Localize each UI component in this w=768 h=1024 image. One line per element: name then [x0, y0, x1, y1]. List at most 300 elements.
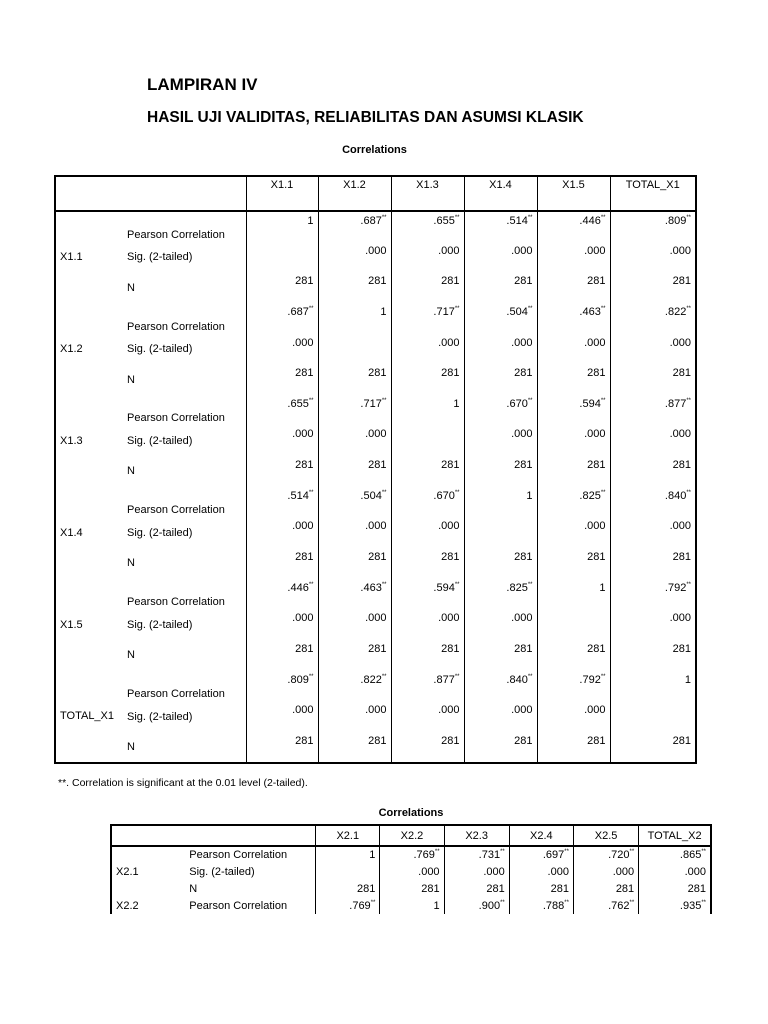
- cell-value: 281: [368, 459, 387, 472]
- cell-value: .865: [679, 849, 702, 861]
- cell-value: .463: [360, 581, 382, 594]
- cell-value: .000: [669, 428, 691, 441]
- value-cell: [509, 897, 573, 914]
- value-cell: [246, 579, 318, 610]
- significance-marker: **: [381, 581, 387, 588]
- value-cell: [537, 425, 610, 456]
- value-cell: [444, 897, 509, 914]
- row-statistic-label: Pearson Correlation: [121, 579, 246, 610]
- cell-value: .000: [584, 336, 606, 349]
- value-cell: [246, 456, 318, 487]
- significance-marker: **: [370, 899, 376, 906]
- significance-marker: **: [308, 397, 314, 404]
- significance-marker: **: [381, 673, 387, 680]
- row-statistic-label: Sig. (2-tailed): [121, 517, 246, 548]
- cell-value: .514: [506, 215, 528, 227]
- value-cell: [610, 579, 696, 610]
- value-cell: [318, 640, 391, 671]
- value-cell: [246, 640, 318, 671]
- value-cell: [391, 517, 464, 548]
- cell-value: .000: [365, 520, 387, 533]
- value-cell: [391, 701, 464, 732]
- row-statistic-label: Pearson Correlation: [185, 897, 315, 914]
- value-cell: [246, 671, 318, 702]
- value-cell: [318, 242, 391, 273]
- value-cell: [610, 456, 696, 487]
- value-cell: [464, 640, 537, 671]
- row-statistic-label: N: [121, 456, 246, 487]
- row-statistic-label: Sig. (2-tailed): [121, 701, 246, 732]
- cell-value: .000: [669, 336, 691, 349]
- value-cell: [246, 517, 318, 548]
- cell-value: .687: [287, 305, 309, 318]
- significance-marker: **: [600, 305, 606, 312]
- table2-col-header: X2.5: [573, 825, 638, 846]
- cell-value: .000: [438, 704, 460, 717]
- significance-marker: **: [454, 215, 460, 221]
- table-row: [55, 579, 696, 610]
- significance-marker: **: [527, 673, 533, 680]
- cell-value: 281: [368, 551, 387, 564]
- significance-marker: **: [600, 215, 606, 221]
- table-row: [55, 701, 696, 732]
- significance-marker: **: [600, 397, 606, 404]
- row-statistic-label: Pearson Correlation: [121, 671, 246, 702]
- cell-value: .825: [506, 581, 528, 594]
- value-cell: [246, 425, 318, 456]
- cell-value: .769: [349, 899, 371, 912]
- value-cell: [610, 395, 696, 426]
- cell-value: 281: [441, 734, 460, 747]
- value-cell: [246, 272, 318, 303]
- cell-value: .000: [547, 865, 569, 878]
- row-statistic-label: N: [121, 640, 246, 671]
- value-cell: [509, 863, 573, 880]
- value-cell: [391, 732, 464, 763]
- row-variable-label: X1.5: [60, 618, 83, 631]
- cell-value: .687: [360, 215, 382, 227]
- cell-value: .877: [664, 397, 687, 410]
- cell-value: 281: [441, 367, 460, 380]
- cell-value: 281: [514, 734, 533, 747]
- table-row: [55, 487, 696, 518]
- value-cell: [246, 334, 318, 365]
- row-statistic-label: Sig. (2-tailed): [121, 242, 246, 273]
- cell-value: .825: [579, 489, 601, 502]
- value-cell: [537, 579, 610, 610]
- value-cell: [318, 609, 391, 640]
- value-cell: [464, 303, 537, 334]
- value-cell: [444, 880, 509, 897]
- value-cell: [444, 846, 509, 863]
- cell-value: .000: [438, 520, 460, 533]
- cell-value: .935: [679, 899, 702, 912]
- cell-value: .594: [579, 397, 601, 410]
- table-row: [111, 897, 711, 914]
- cell-value: .000: [669, 520, 691, 533]
- value-cell: [391, 579, 464, 610]
- cell-value: .000: [365, 244, 387, 257]
- cell-value: .000: [584, 520, 606, 533]
- cell-value: .000: [669, 612, 691, 625]
- cell-value: 281: [587, 275, 606, 288]
- cell-value: 281: [295, 459, 314, 472]
- cell-value: .000: [438, 336, 460, 349]
- row-statistic-label: Pearson Correlation: [185, 846, 315, 863]
- cell-value: 281: [687, 882, 706, 895]
- cell-value: .670: [433, 489, 455, 502]
- cell-value: 281: [441, 551, 460, 564]
- row-statistic-label: N: [121, 272, 246, 303]
- row-variable-label: X1.3: [60, 434, 83, 447]
- cell-value: .717: [360, 397, 382, 410]
- table1-col-header: X1.3: [391, 176, 464, 211]
- cell-value: 281: [421, 882, 440, 895]
- table2-col-header: X2.3: [444, 825, 509, 846]
- value-cell: [537, 671, 610, 702]
- value-cell: [391, 242, 464, 273]
- cell-value: .000: [418, 865, 440, 878]
- value-cell: [464, 548, 537, 579]
- value-cell: [246, 548, 318, 579]
- significance-marker: **: [527, 305, 533, 312]
- cell-value: .000: [511, 704, 533, 717]
- table-row: [55, 211, 696, 242]
- value-cell: [573, 846, 638, 863]
- cell-value: .514: [287, 489, 309, 502]
- cell-value: 281: [672, 734, 691, 747]
- value-cell: [391, 272, 464, 303]
- value-cell: [537, 640, 610, 671]
- cell-value: 281: [672, 275, 691, 288]
- cell-value: 281: [486, 882, 505, 895]
- cell-value: .000: [292, 704, 314, 717]
- value-cell: [610, 272, 696, 303]
- value-cell: [610, 640, 696, 671]
- value-cell: [464, 701, 537, 732]
- cell-value: .504: [360, 489, 382, 502]
- appendix-title: LAMPIRAN IV: [147, 75, 258, 94]
- value-cell: [610, 334, 696, 365]
- cell-value: .670: [506, 397, 528, 410]
- value-cell: [318, 732, 391, 763]
- cell-value: 1: [526, 489, 533, 502]
- row-variable-label: TOTAL_X1: [60, 710, 115, 723]
- cell-value: 1: [369, 849, 376, 861]
- cell-value: .000: [669, 244, 691, 257]
- value-cell: [380, 846, 444, 863]
- significance-marker: **: [434, 849, 440, 855]
- row-statistic-label: Sig. (2-tailed): [121, 609, 246, 640]
- value-cell: [318, 334, 391, 365]
- cell-value: .655: [433, 215, 455, 227]
- cell-value: 281: [368, 275, 387, 288]
- cell-value: .504: [506, 305, 528, 318]
- value-cell: [318, 364, 391, 395]
- value-cell: [444, 863, 509, 880]
- value-cell: [318, 701, 391, 732]
- cell-value: .822: [360, 673, 382, 686]
- value-cell: [380, 863, 444, 880]
- cell-value: 1: [453, 397, 460, 410]
- value-cell: [246, 701, 318, 732]
- row-statistic-label: Sig. (2-tailed): [185, 863, 315, 880]
- row-variable-label: [111, 846, 185, 863]
- value-cell: [537, 456, 610, 487]
- cell-value: 1: [684, 673, 691, 686]
- value-cell: [318, 548, 391, 579]
- significance-marker: **: [527, 581, 533, 588]
- table2-col-header: X2.1: [316, 825, 380, 846]
- cell-value: 281: [514, 642, 533, 655]
- cell-value: 281: [672, 459, 691, 472]
- value-cell: [464, 579, 537, 610]
- cell-value: .655: [287, 397, 309, 410]
- cell-value: .731: [478, 849, 501, 861]
- table-row: [55, 334, 696, 365]
- significance-marker: **: [686, 397, 691, 404]
- value-cell: [537, 364, 610, 395]
- table-row: [55, 456, 696, 487]
- significance-marker: **: [701, 849, 706, 855]
- cell-value: .000: [511, 244, 533, 257]
- value-cell: [246, 732, 318, 763]
- significance-marker: **: [454, 305, 460, 312]
- significance-marker: **: [686, 581, 691, 588]
- cell-value: 281: [368, 642, 387, 655]
- section-title: HASIL UJI VALIDITAS, RELIABILITAS DAN ASUMSI KLASIK: [147, 109, 584, 126]
- table-row: [55, 517, 696, 548]
- cell-value: 281: [368, 367, 387, 380]
- value-cell: [537, 487, 610, 518]
- table-row: [111, 846, 711, 863]
- significance-marker: **: [308, 673, 314, 680]
- value-cell: [464, 425, 537, 456]
- value-cell: [391, 487, 464, 518]
- value-cell: [318, 517, 391, 548]
- table2-body: [111, 846, 711, 914]
- cell-value: 281: [672, 551, 691, 564]
- cell-value: .822: [664, 305, 687, 318]
- significance-marker: **: [308, 489, 314, 496]
- table-row: [55, 395, 696, 426]
- cell-value: 281: [514, 459, 533, 472]
- value-cell: [610, 548, 696, 579]
- value-cell: [391, 548, 464, 579]
- value-cell: [380, 897, 444, 914]
- cell-value: .000: [292, 336, 314, 349]
- value-cell: [318, 303, 391, 334]
- cell-value: .000: [365, 704, 387, 717]
- row-statistic-label: N: [121, 548, 246, 579]
- cell-value: .000: [511, 612, 533, 625]
- value-cell: [318, 579, 391, 610]
- table2-caption: Correlations: [378, 807, 444, 819]
- value-cell: [639, 846, 711, 863]
- row-variable-label: X2.2: [116, 899, 139, 912]
- table1-col-header: X1.5: [537, 176, 610, 211]
- table-row: [55, 671, 696, 702]
- table2-col-header: X2.4: [509, 825, 573, 846]
- value-cell: [464, 211, 537, 242]
- value-cell: [537, 732, 610, 763]
- cell-value: .762: [608, 899, 630, 912]
- cell-value: 281: [295, 551, 314, 564]
- cell-value: 281: [550, 882, 569, 895]
- cell-value: .000: [438, 244, 460, 257]
- cell-value: .788: [542, 899, 565, 912]
- table-row: [111, 880, 711, 897]
- cell-value: .717: [433, 305, 455, 318]
- cell-value: .000: [292, 612, 314, 625]
- cell-value: 281: [514, 275, 533, 288]
- value-cell: [537, 395, 610, 426]
- cell-value: 281: [672, 642, 691, 655]
- cell-value: .000: [483, 865, 505, 878]
- table-row: [55, 732, 696, 763]
- value-cell: [391, 640, 464, 671]
- cell-value: 281: [587, 459, 606, 472]
- cell-value: 1: [380, 305, 387, 318]
- significance-marker: **: [629, 849, 635, 855]
- row-statistic-label: Sig. (2-tailed): [121, 334, 246, 365]
- table2-header-row: [111, 825, 711, 846]
- table1-col-header: X1.1: [246, 176, 318, 211]
- cell-value: .840: [664, 489, 687, 502]
- significance-marker: **: [308, 305, 314, 312]
- table-row: [55, 425, 696, 456]
- cell-value: .000: [612, 865, 635, 878]
- row-statistic-label: Sig. (2-tailed): [121, 425, 246, 456]
- cell-value: .000: [292, 520, 314, 533]
- significance-marker: **: [564, 849, 569, 855]
- value-cell: [610, 671, 696, 702]
- value-cell: [391, 671, 464, 702]
- value-cell: [316, 897, 380, 914]
- value-cell: [380, 880, 444, 897]
- cell-value: .720: [608, 849, 630, 861]
- cell-value: 281: [514, 367, 533, 380]
- row-statistic-label: Pearson Correlation: [121, 303, 246, 334]
- significance-marker: **: [600, 673, 606, 680]
- table1-footnote: **. Correlation is significant at the 0.01 level (2-tailed).: [58, 777, 308, 789]
- cell-value: .809: [664, 215, 687, 227]
- value-cell: [464, 242, 537, 273]
- significance-marker: **: [500, 899, 505, 906]
- table1-col-header: TOTAL_X1: [610, 176, 696, 211]
- cell-value: .877: [433, 673, 455, 686]
- table1-col-header: X1.4: [464, 176, 537, 211]
- row-statistic-label: Pearson Correlation: [121, 487, 246, 518]
- table2-header-corner: [111, 825, 316, 846]
- cell-value: .792: [664, 581, 687, 594]
- value-cell: [610, 732, 696, 763]
- value-cell: [537, 242, 610, 273]
- cell-value: 281: [587, 734, 606, 747]
- cell-value: .000: [684, 865, 706, 878]
- cell-value: 281: [295, 275, 314, 288]
- significance-marker: **: [564, 899, 569, 906]
- value-cell: [318, 487, 391, 518]
- value-cell: [537, 211, 610, 242]
- value-cell: [537, 548, 610, 579]
- value-cell: [464, 517, 537, 548]
- cell-value: .000: [584, 428, 606, 441]
- value-cell: [391, 334, 464, 365]
- cell-value: .900: [478, 899, 501, 912]
- row-statistic-label: Pearson Correlation: [121, 211, 246, 242]
- cell-value: 281: [587, 367, 606, 380]
- value-cell: [316, 863, 380, 880]
- significance-marker: **: [381, 215, 387, 221]
- table2-col-header: X2.2: [380, 825, 444, 846]
- cell-value: .697: [542, 849, 565, 861]
- value-cell: [391, 211, 464, 242]
- cell-value: .000: [438, 612, 460, 625]
- value-cell: [318, 671, 391, 702]
- significance-marker: **: [381, 489, 387, 496]
- row-statistic-label: N: [121, 732, 246, 763]
- table-row: [55, 609, 696, 640]
- value-cell: [610, 364, 696, 395]
- row-variable-label: X2.1: [116, 865, 139, 878]
- value-cell: [391, 425, 464, 456]
- value-cell: [573, 897, 638, 914]
- significance-marker: **: [701, 899, 706, 906]
- table1-col-header: X1.2: [318, 176, 391, 211]
- significance-marker: **: [686, 489, 691, 496]
- value-cell: [537, 334, 610, 365]
- cell-value: 281: [368, 734, 387, 747]
- value-cell: [464, 272, 537, 303]
- value-cell: [509, 880, 573, 897]
- cell-value: 1: [307, 215, 314, 227]
- value-cell: [464, 334, 537, 365]
- value-cell: [246, 395, 318, 426]
- value-cell: [464, 671, 537, 702]
- value-cell: [318, 425, 391, 456]
- value-cell: [464, 732, 537, 763]
- cell-value: 281: [587, 642, 606, 655]
- row-variable-label: X1.4: [60, 526, 83, 539]
- cell-value: .000: [365, 428, 387, 441]
- value-cell: [509, 846, 573, 863]
- significance-marker: **: [527, 215, 533, 221]
- value-cell: [391, 364, 464, 395]
- cell-value: 281: [295, 734, 314, 747]
- significance-marker: **: [600, 489, 606, 496]
- table-row: [55, 364, 696, 395]
- value-cell: [464, 395, 537, 426]
- cell-value: 1: [599, 581, 606, 594]
- cell-value: .000: [365, 612, 387, 625]
- value-cell: [573, 863, 638, 880]
- significance-marker: **: [686, 305, 691, 312]
- row-variable-label: [111, 880, 185, 897]
- row-statistic-label: Pearson Correlation: [121, 395, 246, 426]
- value-cell: [391, 395, 464, 426]
- significance-marker: **: [500, 849, 505, 855]
- table-row: [55, 640, 696, 671]
- cell-value: 1: [433, 899, 440, 912]
- value-cell: [246, 242, 318, 273]
- value-cell: [246, 364, 318, 395]
- value-cell: [391, 456, 464, 487]
- value-cell: [246, 487, 318, 518]
- significance-marker: **: [454, 581, 460, 588]
- value-cell: [610, 609, 696, 640]
- table1-body: [55, 211, 696, 763]
